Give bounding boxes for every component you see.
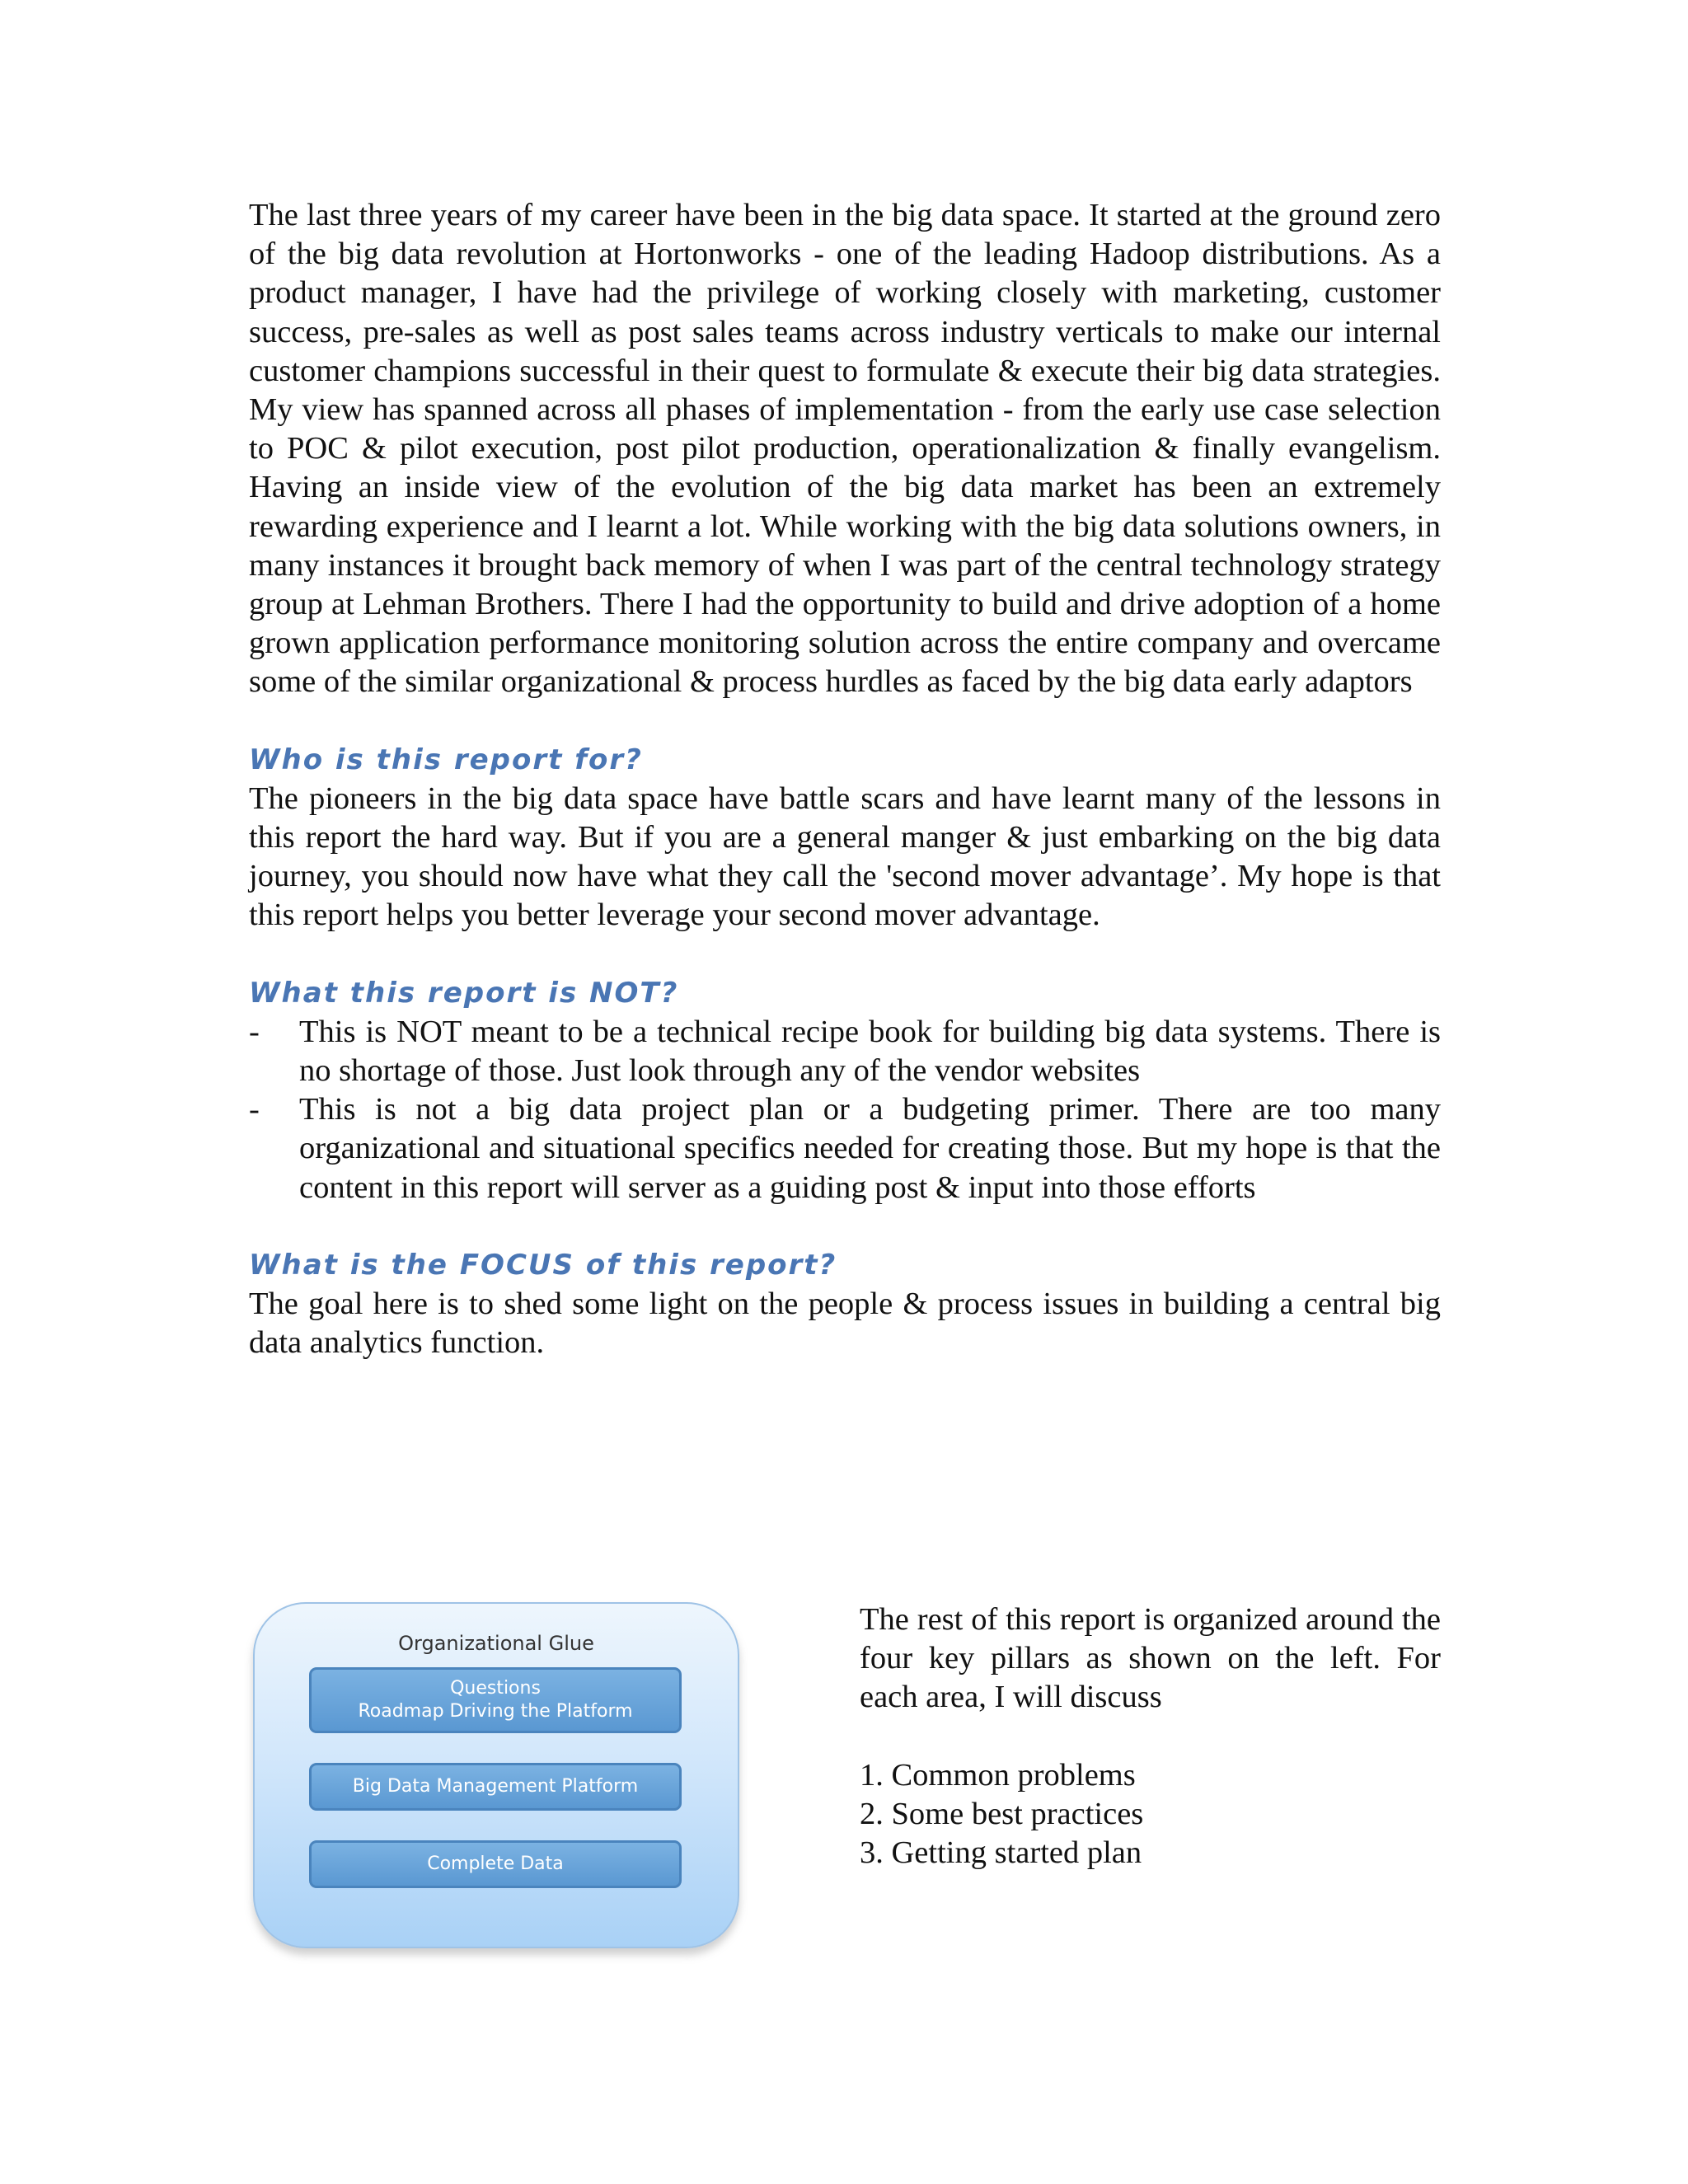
spacer <box>249 1207 1441 1246</box>
who-paragraph: The pioneers in the big data space have battle scars and have learnt many of the lessons in this report the hard way. But if you are a general manger & just embarking on the big data journey, you should now have what they call the 'second mover advantage’. My hope is that this report helps you better leverage your second mover advantage. <box>249 780 1441 933</box>
questions-roadmap-box <box>309 1667 682 1733</box>
list-bullet: - <box>249 1014 260 1049</box>
list-item-text: This is NOT meant to be a technical recipe book for building big data systems. There is no shortage of those. Just look through any of the vendor websites <box>299 1014 1441 1089</box>
box-label: Big Data Management Platform <box>352 1776 639 1797</box>
list-item: 1. Common problems <box>860 1757 1136 1793</box>
diagram-title: Organizational Glue <box>398 1632 594 1655</box>
spacer <box>249 702 1441 741</box>
not-list <box>249 1013 1441 1207</box>
box-line: Questions <box>450 1678 541 1699</box>
main-content <box>249 196 1441 1362</box>
intro-paragraph: The last three years of my career have been in the big data space. It started at the ground zero of the big data revolution at Hortonworks - one of the leading Hadoop distributions. As a product manager, I have had the privilege of working closely with marketing, customer success, pre-sales as well as post sales teams across industry verticals to make our internal customer champions successful in their quest to formulate & execute their big data strategies. My view has spanned across all phases of implementation - from the early use case selection to POC & pilot execution, post pilot production, operationalization & finally evangelism. Having an inside view of the evolution of the big data market has been an extremely rewarding experience and I learnt a lot. While working with the big data solutions owners, in many instances it brought back memory of when I was part of the central technology strategy group at Lehman Brothers. There I had the opportunity to build and drive adoption of a home grown application performance monitoring solution across the entire company and overcame some of the similar organizational & process hurdles as faced by the big data early adaptors <box>249 198 1441 700</box>
box-line: Roadmap Driving the Platform <box>358 1701 633 1722</box>
spacer <box>249 935 1441 974</box>
list-item-text: This is not a big data project plan or a budgeting primer. There are too many organizational and situational specifics needed for creating those. But my hope is that the content in this report will server as a guiding post & input into those efforts <box>299 1092 1441 1205</box>
focus-heading: What is the FOCUS of this report? <box>249 1248 837 1282</box>
focus-paragraph: The goal here is to shed some light on the people & process issues in building a central big data analytics function. <box>249 1286 1441 1361</box>
numbered-list <box>860 1756 1441 1873</box>
not-heading: What this report is NOT? <box>249 976 679 1010</box>
platform-box <box>309 1763 682 1811</box>
list-item: 2. Some best practices <box>860 1796 1144 1831</box>
organizational-glue-diagram <box>253 1602 739 1948</box>
pillars-intro: The rest of this report is organized around the four key pillars as shown on the left. For each area, I will discuss <box>860 1602 1441 1715</box>
box-label: Complete Data <box>427 1854 564 1874</box>
spacer <box>860 1718 1441 1756</box>
list-item: 3. Getting started plan <box>860 1835 1142 1871</box>
who-heading: Who is this report for? <box>249 743 643 776</box>
list-bullet: - <box>249 1092 260 1127</box>
pillars-description <box>860 1601 1441 1872</box>
complete-data-box <box>309 1840 682 1888</box>
list-item <box>249 1090 1441 1207</box>
list-item <box>249 1013 1441 1090</box>
